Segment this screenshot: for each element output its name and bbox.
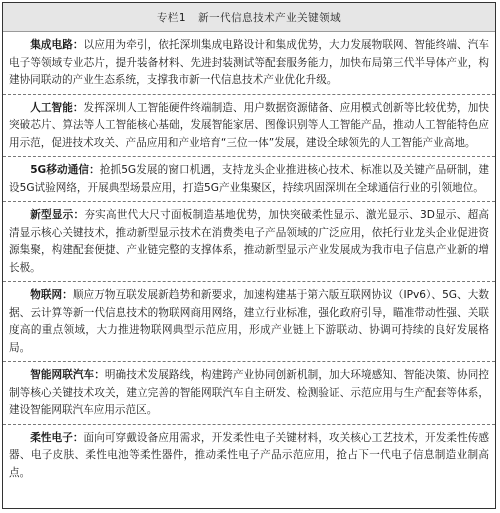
section-heading: 新型显示： [30, 209, 85, 221]
section-paragraph [9, 162, 489, 197]
section-connected-vehicles [3, 362, 495, 425]
section-paragraph [9, 37, 489, 90]
section-heading: 智能网联汽车： [30, 369, 105, 381]
section-body: 明确技术发展路线，构建跨产业协同创新机制，加大环境感知、智能决策、协同控制等核心关键技术攻关，建立完善的智能网联汽车自主研发、检测验证、示范应用与生产配套等体系，建设智能网联汽车应用示范区。 [9, 369, 489, 416]
section-heading: 集成电路： [30, 39, 84, 51]
box-label: 专栏1 [156, 11, 187, 24]
section-heading: 物联网： [30, 289, 73, 301]
section-artificial-intelligence [3, 95, 495, 158]
section-iot [3, 282, 495, 362]
section-new-display [3, 202, 495, 282]
box-title-bar [3, 3, 495, 32]
section-paragraph [9, 367, 489, 420]
section-5g-mobile [3, 157, 495, 202]
section-heading: 人工智能： [30, 101, 84, 114]
section-flexible-electronics [3, 425, 495, 487]
section-paragraph [9, 207, 489, 277]
section-body: 夯实高世代大尺寸面板制造基地优势，加快突破柔性显示、激光显示、3D显示、超高清显示核心关键技术，推动新型显示技术在消费类电子产品领域的广泛应用，依托行业龙头企业促进资源集聚，构建配套便捷、产业链完整的支撑体系，推动新型显示产业发展成为我市电子信息产业新的增长极。 [9, 209, 489, 274]
section-paragraph [9, 287, 489, 357]
section-paragraph [9, 430, 489, 483]
section-heading: 柔性电子： [30, 431, 84, 444]
section-paragraph [9, 100, 489, 153]
column-box [2, 2, 496, 509]
section-heading: 5G移动通信： [30, 164, 100, 176]
section-body: 抢抓5G发展的窗口机遇，支持龙头企业推进核心技术、标准以及关键产品研制，建设5G试验网络，开展典型场景应用，打造5G产业集聚区，持续巩固深圳在全球通信行业的引领地位。 [9, 164, 489, 194]
section-body: 发挥深圳人工智能硬件终端制造、用户数据资源储备、应用模式创新等比较优势，加快突破芯片、算法等人工智能核心基础，发展智能家居、图像识别等人工智能产品，推动人工智能特色应用示范，促进技术攻关、产品应用和产业培育“三位一体”发展，建设全球领先的人工智能产业高地。 [9, 101, 489, 149]
box-title: 新一代信息技术产业关键领域 [198, 11, 342, 24]
section-body: 以应用为牵引，依托深圳集成电路设计和集成优势，大力发展物联网、智能终端、汽车电子等领域专业芯片，提升装备材料、先进封装测试等配套服务能力，加快布局第三代半导体产业，构建协同联动的产业生态系统，支撑我市新一代信息技术产业优化升级。 [9, 39, 489, 86]
section-body: 顺应万物互联发展新趋势和新要求，加速构建基于第六版互联网协议（IPv6）、5G、大数据、云计算等新一代信息技术的物联网商用网络，建立行业标准，强化政府引导，瞄准带动性强、关联度高的重点领域，大力推进物联网典型示范应用，形成产业链上下游联动、协调可持续的良好发展格局。 [9, 289, 490, 354]
section-body: 面向可穿戴设备应用需求，开发柔性电子关键材料，攻关核心工艺技术，开发柔性传感器、电子皮肤、柔性电池等柔性器件，推动柔性电子产品示范应用，抢占下一代电子信息制造业制高点。 [9, 431, 489, 479]
section-integrated-circuits [3, 32, 495, 95]
